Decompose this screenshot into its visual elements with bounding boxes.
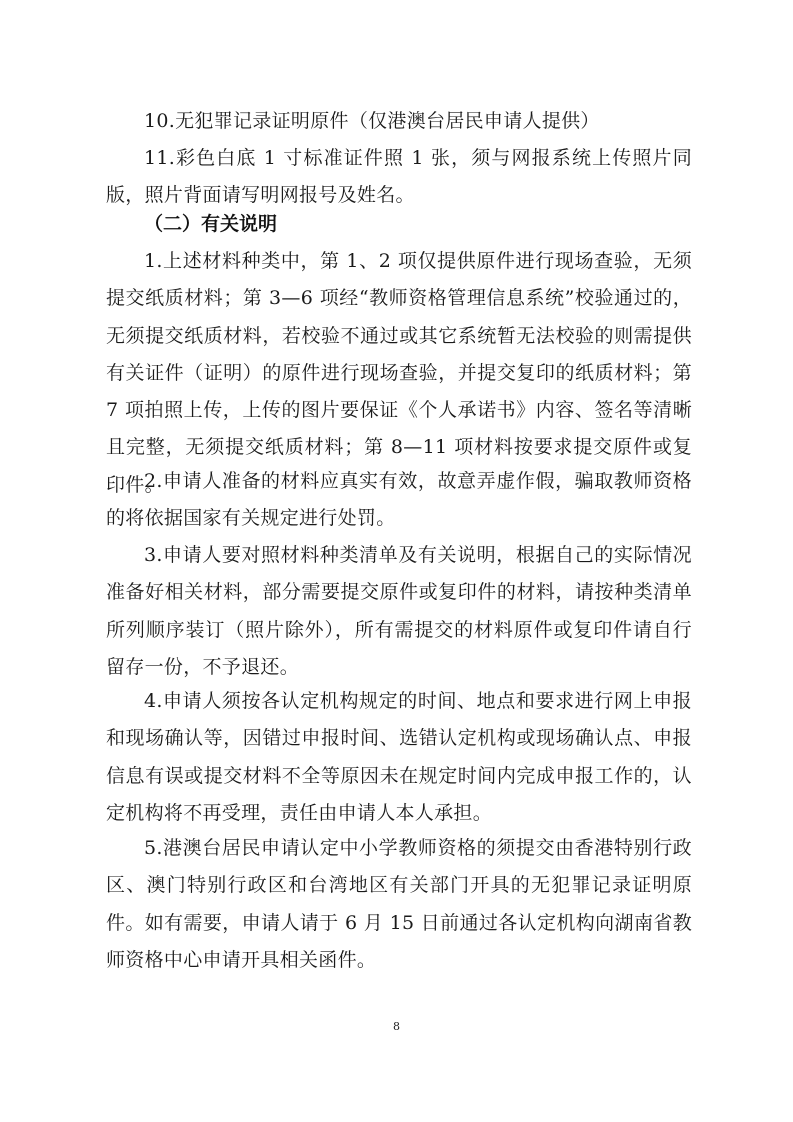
material-item-11: 11.彩色白底 1 寸标准证件照 1 张，须与网报系统上传照片同版，照片背面请写明网报号及姓名。 bbox=[106, 147, 692, 207]
note-paragraph-2: 2.申请人准备的材料应真实有效，故意弄虚作假，骗取教师资格的将依据国家有关规定进行处罚。 bbox=[106, 470, 692, 530]
document-page bbox=[106, 0, 692, 1122]
note-paragraph-1: 1.上述材料种类中，第 1、2 项仅提供原件进行现场查验，无须提交纸质材料；第 3—6 项经“教师资格管理信息系统”校验通过的，无须提交纸质材料，若校验不通过或其它系统暂无法校验的则需提供有关证件（证明）的原件进行现场查验，并提交复印的纸质材料；第 7 项拍照上传，上传的图片要保证《个人承诺书》内容、签名等清晰且完整，无须提交纸质材料；第 8—11 项材料按要求提交原件或复印件。 bbox=[106, 250, 692, 496]
note-paragraph-5: 5.港澳台居民申请认定中小学教师资格的须提交由香港特别行政区、澳门特别行政区和台湾地区有关部门开具的无犯罪记录证明原件。如有需要，申请人请于 6 月 15 日前通过各认定机构向湖南省教师资格中心申请开具相关函件。 bbox=[106, 837, 692, 971]
note-paragraph-4: 4.申请人须按各认定机构规定的时间、地点和要求进行网上申报和现场确认等，因错过申报时间、选错认定机构或现场确认点、申报信息有误或提交材料不全等原因未在规定时间内完成申报工作的，认定机构将不再受理，责任由申请人本人承担。 bbox=[106, 690, 692, 824]
note-paragraph-3: 3.申请人要对照材料种类清单及有关说明，根据自己的实际情况准备好相关材料，部分需要提交原件或复印件的材料，请按种类清单所列顺序装订（照片除外），所有需提交的材料原件或复印件请自行留存一份，不予退还。 bbox=[106, 544, 692, 678]
page-number: 8 bbox=[393, 1020, 400, 1033]
material-item-10: 10.无犯罪记录证明原件（仅港澳台居民申请人提供） bbox=[144, 110, 600, 132]
section-heading: （二）有关说明 bbox=[144, 213, 278, 235]
